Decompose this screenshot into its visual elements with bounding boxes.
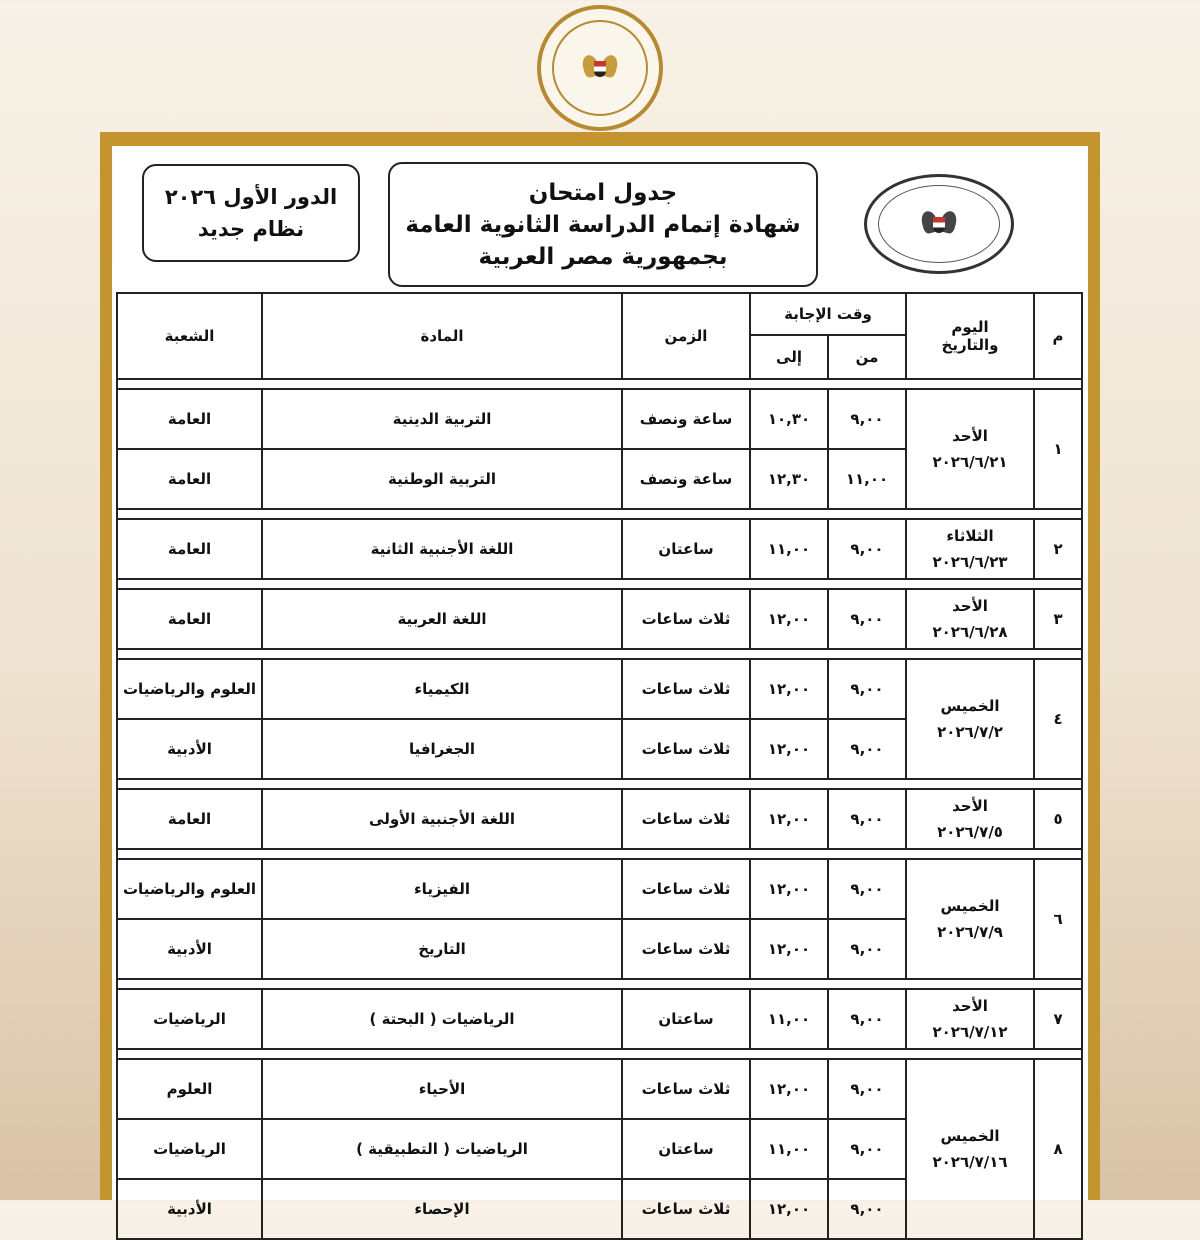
row-gap [117, 649, 1082, 659]
exam-subject: التربية الوطنية [262, 449, 622, 509]
exam-subject: الإحصاء [262, 1179, 622, 1239]
time-from: ٩,٠٠ [828, 1179, 906, 1239]
eagle-emblem-icon [583, 51, 617, 85]
exam-subject: الكيمياء [262, 659, 622, 719]
exam-branch: العامة [117, 789, 262, 849]
exam-branch: العامة [117, 389, 262, 449]
exam-subject: الجغرافيا [262, 719, 622, 779]
exam-duration: ثلاث ساعات [622, 789, 750, 849]
document-header [112, 146, 1088, 296]
time-to: ١٢,٠٠ [750, 859, 828, 919]
time-from: ٩,٠٠ [828, 789, 906, 849]
row-gap [117, 509, 1082, 519]
session-line-1: الدور الأول ٢٠٢٦ [164, 185, 338, 209]
exam-day: الأحد [952, 797, 988, 815]
exam-duration: ساعتان [622, 1119, 750, 1179]
exam-day-date [906, 859, 1034, 979]
time-from: ٩,٠٠ [828, 1119, 906, 1179]
exam-duration: ثلاث ساعات [622, 919, 750, 979]
exam-branch: الرياضيات [117, 989, 262, 1049]
exam-duration: ثلاث ساعات [622, 589, 750, 649]
time-to: ١٢,٠٠ [750, 919, 828, 979]
col-header-day: اليوم [951, 318, 989, 336]
exam-branch: العامة [117, 519, 262, 579]
col-header-day-date [906, 293, 1034, 379]
time-from: ٩,٠٠ [828, 659, 906, 719]
time-from: ٩,٠٠ [828, 989, 906, 1049]
time-to: ١٢,٠٠ [750, 719, 828, 779]
exam-number: ١ [1034, 389, 1082, 509]
exam-day: الخميس [940, 897, 1000, 915]
title-line-1: جدول امتحان [528, 179, 678, 206]
exam-day: الأحد [952, 427, 988, 445]
exam-number: ٥ [1034, 789, 1082, 849]
exam-date: ٢٠٢٦/٦/٢٨ [932, 623, 1008, 641]
exam-branch: العامة [117, 589, 262, 649]
header-eagle-icon [922, 207, 956, 241]
table-header-row [117, 293, 1082, 335]
exam-subject: التربية الدينية [262, 389, 622, 449]
schedule-paper [112, 146, 1088, 1218]
time-from: ٩,٠٠ [828, 719, 906, 779]
exam-date: ٢٠٢٦/٦/٢١ [932, 453, 1008, 471]
exam-schedule-table [116, 292, 1083, 1240]
exam-subject: الرياضيات ( البحتة ) [262, 989, 622, 1049]
exam-duration: ساعة ونصف [622, 449, 750, 509]
exam-duration: ثلاث ساعات [622, 1059, 750, 1119]
exam-duration: ثلاث ساعات [622, 1179, 750, 1239]
exam-date: ٢٠٢٦/٧/٩ [937, 923, 1003, 941]
row-gap [117, 849, 1082, 859]
row-gap [117, 979, 1082, 989]
title-line-2: شهادة إتمام الدراسة الثانوية العامة [405, 211, 801, 238]
exam-day: الأحد [952, 997, 988, 1015]
time-to: ١١,٠٠ [750, 519, 828, 579]
time-to: ١٢,٠٠ [750, 1179, 828, 1239]
exam-duration: ثلاث ساعات [622, 659, 750, 719]
header-logo-ring [878, 185, 1000, 263]
table-row [117, 519, 1082, 579]
exam-branch: العامة [117, 449, 262, 509]
exam-subject: الرياضيات ( التطبيقية ) [262, 1119, 622, 1179]
row-gap [117, 379, 1082, 389]
table-row [117, 389, 1082, 449]
ministry-logo-ring [552, 20, 648, 116]
header-ministry-logo [864, 174, 1014, 274]
exam-day-date [906, 789, 1034, 849]
document-frame [100, 132, 1100, 1218]
time-to: ١١,٠٠ [750, 1119, 828, 1179]
exam-number: ٢ [1034, 519, 1082, 579]
gap-cell [117, 509, 1082, 519]
col-header-date: والتاريخ [941, 336, 999, 354]
table-row [117, 789, 1082, 849]
time-from: ٩,٠٠ [828, 1059, 906, 1119]
exam-subject: اللغة الأجنبية الأولى [262, 789, 622, 849]
col-header-subject: المادة [262, 293, 622, 379]
exam-subject: اللغة الأجنبية الثانية [262, 519, 622, 579]
table-row [117, 589, 1082, 649]
col-header-branch: الشعبة [117, 293, 262, 379]
ministry-logo [537, 5, 663, 131]
gap-cell [117, 849, 1082, 859]
exam-day-date [906, 589, 1034, 649]
exam-number: ٤ [1034, 659, 1082, 779]
col-header-answer-time: وقت الإجابة [750, 293, 906, 335]
exam-day-date [906, 1059, 1034, 1239]
gap-cell [117, 779, 1082, 789]
table-row [117, 1059, 1082, 1119]
exam-subject: التاريخ [262, 919, 622, 979]
gap-cell [117, 1049, 1082, 1059]
exam-branch: الأدبية [117, 919, 262, 979]
time-from: ٩,٠٠ [828, 589, 906, 649]
col-header-index: م [1034, 293, 1082, 379]
table-body [117, 379, 1082, 1239]
gap-cell [117, 649, 1082, 659]
exam-date: ٢٠٢٦/٧/١٢ [932, 1023, 1008, 1041]
time-to: ١٠,٣٠ [750, 389, 828, 449]
exam-date: ٢٠٢٦/٧/٥ [937, 823, 1003, 841]
time-from: ٩,٠٠ [828, 389, 906, 449]
exam-duration: ثلاث ساعات [622, 859, 750, 919]
table-row [117, 989, 1082, 1049]
exam-branch: الأدبية [117, 1179, 262, 1239]
time-from: ٩,٠٠ [828, 859, 906, 919]
exam-day: الخميس [940, 1127, 1000, 1145]
time-from: ٩,٠٠ [828, 519, 906, 579]
exam-title-box [388, 162, 818, 287]
exam-number: ٦ [1034, 859, 1082, 979]
row-gap [117, 579, 1082, 589]
col-header-to: إلى [750, 335, 828, 379]
exam-number: ٧ [1034, 989, 1082, 1049]
exam-number: ٣ [1034, 589, 1082, 649]
row-gap [117, 1049, 1082, 1059]
exam-branch: العلوم والرياضيات [117, 659, 262, 719]
exam-day: الأحد [952, 597, 988, 615]
exam-day: الثلاثاء [946, 527, 994, 545]
exam-date: ٢٠٢٦/٦/٢٣ [932, 553, 1008, 571]
col-header-duration: الزمن [622, 293, 750, 379]
exam-day: الخميس [940, 697, 1000, 715]
session-box [142, 164, 360, 262]
time-from: ١١,٠٠ [828, 449, 906, 509]
exam-branch: الأدبية [117, 719, 262, 779]
exam-duration: ساعتان [622, 519, 750, 579]
exam-subject: الأحياء [262, 1059, 622, 1119]
exam-day-date [906, 989, 1034, 1049]
table-row [117, 859, 1082, 919]
col-header-from: من [828, 335, 906, 379]
title-line-3: بجمهورية مصر العربية [478, 243, 728, 270]
exam-date: ٢٠٢٦/٧/٢ [937, 723, 1003, 741]
time-to: ١١,٠٠ [750, 989, 828, 1049]
exam-branch: العلوم [117, 1059, 262, 1119]
time-to: ١٢,٠٠ [750, 589, 828, 649]
time-to: ١٢,٣٠ [750, 449, 828, 509]
exam-day-date [906, 389, 1034, 509]
gap-cell [117, 979, 1082, 989]
exam-number: ٨ [1034, 1059, 1082, 1239]
exam-subject: الفيزياء [262, 859, 622, 919]
gap-cell [117, 579, 1082, 589]
session-line-2: نظام جديد [197, 217, 305, 241]
exam-day-date [906, 659, 1034, 779]
row-gap [117, 779, 1082, 789]
exam-date: ٢٠٢٦/٧/١٦ [932, 1153, 1008, 1171]
exam-subject: اللغة العربية [262, 589, 622, 649]
table-row [117, 659, 1082, 719]
exam-duration: ساعة ونصف [622, 389, 750, 449]
time-to: ١٢,٠٠ [750, 659, 828, 719]
exam-duration: ثلاث ساعات [622, 719, 750, 779]
exam-day-date [906, 519, 1034, 579]
time-to: ١٢,٠٠ [750, 789, 828, 849]
exam-duration: ساعتان [622, 989, 750, 1049]
exam-branch: العلوم والرياضيات [117, 859, 262, 919]
gap-cell [117, 379, 1082, 389]
time-from: ٩,٠٠ [828, 919, 906, 979]
time-to: ١٢,٠٠ [750, 1059, 828, 1119]
exam-branch: الرياضيات [117, 1119, 262, 1179]
